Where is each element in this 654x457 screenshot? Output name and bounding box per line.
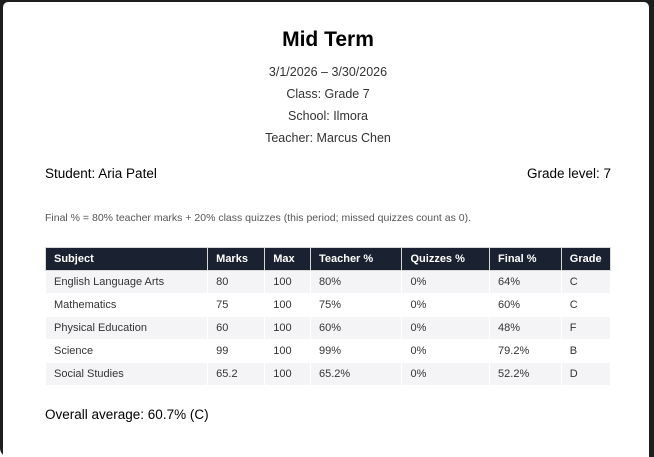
teacher-line: Teacher: Marcus Chen [265, 131, 391, 145]
table-cell: Science [46, 340, 208, 363]
final-formula-note: Final % = 80% teacher marks + 20% class quizzes (this period; missed quizzes count as 0). [45, 212, 472, 224]
table-cell: 100 [265, 317, 311, 340]
table-cell: 60 [208, 317, 265, 340]
student-name: Student: Aria Patel [45, 166, 157, 181]
table-row [46, 363, 611, 386]
table-cell: 0% [402, 294, 490, 317]
grades-table [45, 247, 611, 386]
table-cell: D [561, 363, 610, 386]
table-cell: 0% [402, 363, 490, 386]
grade-level: Grade level: 7 [526, 166, 611, 181]
table-cell: 80% [310, 271, 402, 294]
table-cell: C [561, 294, 610, 317]
column-header: Max [265, 248, 311, 271]
grades-table-header-row [46, 248, 611, 271]
table-cell: 64% [490, 271, 562, 294]
table-cell: 48% [490, 317, 562, 340]
table-cell: Physical Education [46, 317, 208, 340]
table-cell: 60% [310, 317, 402, 340]
table-cell: Social Studies [46, 363, 208, 386]
report-title: Mid Term [282, 28, 374, 51]
table-cell: Mathematics [46, 294, 208, 317]
table-row [46, 294, 611, 317]
table-cell: 75 [208, 294, 265, 317]
report-page [3, 2, 649, 457]
column-header: Quizzes % [402, 248, 490, 271]
table-cell: 65.2 [208, 363, 265, 386]
table-cell: 0% [402, 340, 490, 363]
column-header: Teacher % [310, 248, 402, 271]
class-line: Class: Grade 7 [286, 87, 370, 101]
table-cell: 65.2% [310, 363, 402, 386]
overall-average: Overall average: 60.7% (C) [45, 407, 209, 422]
column-header: Final % [490, 248, 562, 271]
table-cell: C [561, 271, 610, 294]
table-cell: 60% [490, 294, 562, 317]
table-row [46, 340, 611, 363]
date-range: 3/1/2026 – 3/30/2026 [268, 65, 388, 79]
column-header: Subject [46, 248, 208, 271]
table-cell: 100 [265, 294, 311, 317]
table-cell: 99% [310, 340, 402, 363]
table-cell: 0% [402, 271, 490, 294]
table-cell: 99 [208, 340, 265, 363]
table-cell: English Language Arts [46, 271, 208, 294]
table-cell: 100 [265, 363, 311, 386]
table-row [46, 271, 611, 294]
column-header: Grade [561, 248, 610, 271]
table-cell: B [561, 340, 610, 363]
table-cell: 100 [265, 340, 311, 363]
table-cell: 52.2% [490, 363, 562, 386]
table-cell: F [561, 317, 610, 340]
table-cell: 75% [310, 294, 402, 317]
table-cell: 0% [402, 317, 490, 340]
table-row [46, 317, 611, 340]
school-line: School: Ilmora [288, 109, 368, 123]
grades-table-body [46, 271, 611, 386]
student-row [45, 166, 611, 181]
table-cell: 100 [265, 271, 311, 294]
column-header: Marks [208, 248, 265, 271]
table-cell: 79.2% [490, 340, 562, 363]
table-cell: 80 [208, 271, 265, 294]
